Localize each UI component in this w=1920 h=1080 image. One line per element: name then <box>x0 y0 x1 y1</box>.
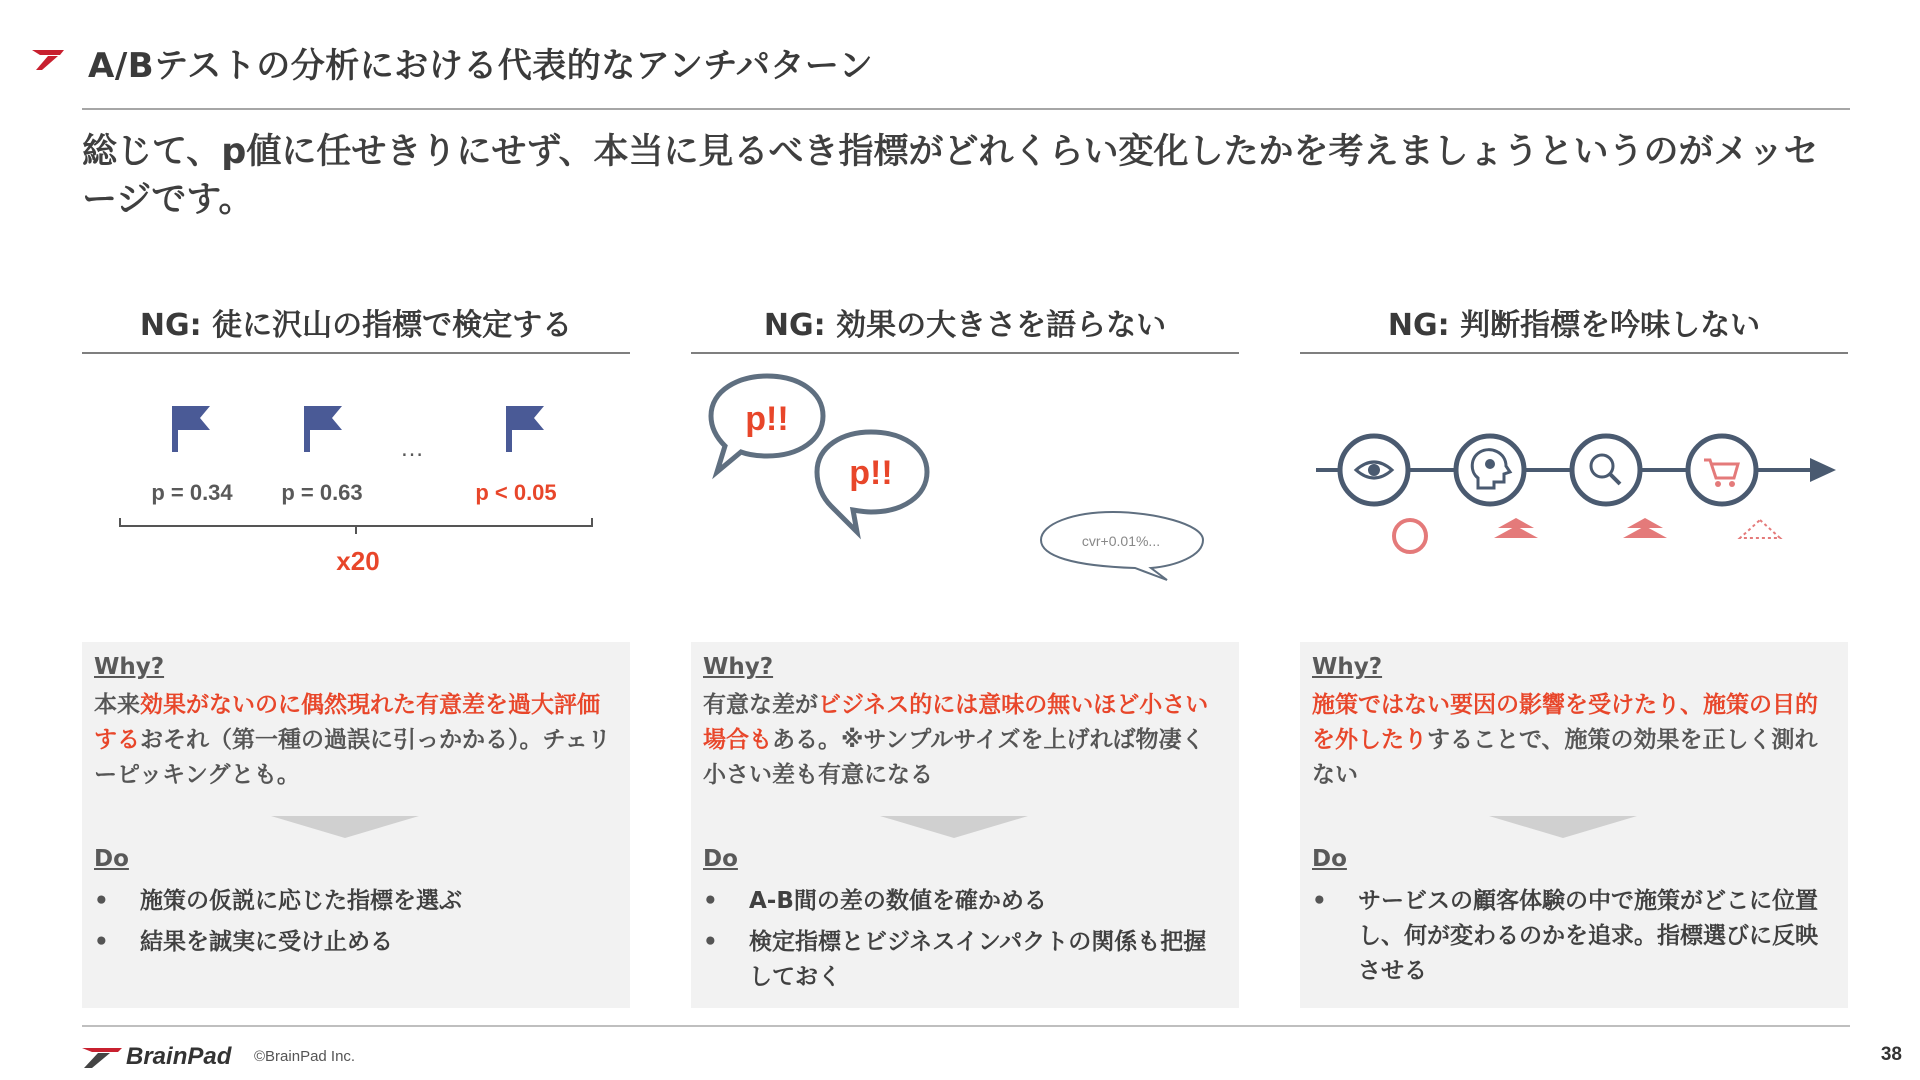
flag-icon <box>506 406 544 452</box>
column-heading: NG: 判断指標を吟味しない <box>1387 308 1761 343</box>
p-value-label: p = 0.63 <box>281 480 363 505</box>
brace-bracket <box>120 518 592 534</box>
circle-marker-icon <box>1394 520 1426 552</box>
do-item: • A-B間の差の数値を確かめる <box>703 884 1223 919</box>
svg-text:BrainPad: BrainPad <box>126 1043 232 1070</box>
why-do-box <box>691 642 1239 1008</box>
column-metric-selection <box>1300 296 1848 1008</box>
svg-text:p!!: p!! <box>745 400 789 438</box>
p-value-label: p = 0.34 <box>151 480 233 505</box>
idea-head-icon <box>1456 436 1524 504</box>
customer-journey-illustration <box>1300 366 1848 616</box>
column-heading: NG: 徒に沢山の指標で検定する <box>139 308 573 343</box>
page-number: 38 <box>1880 1044 1902 1065</box>
down-arrow-icon <box>271 816 419 838</box>
journey-arrow-icon <box>1810 458 1836 482</box>
down-arrow-icon <box>880 816 1028 838</box>
triangle-marker-icon <box>1623 518 1667 538</box>
do-list <box>1312 884 1832 995</box>
why-label: Why? <box>703 654 774 680</box>
why-text: 有意な差がビジネス的には意味の無いほど小さい場合もある。※サンプルサイズを上げれば物凄く小さい差も有意になる <box>703 692 1209 788</box>
brainpad-mark-icon <box>30 46 66 72</box>
key-message: 総じて、p値に任せきりにせず、本当に見るべき指標がどれくらい変化したかを考えましょうというのがメッセージです。 <box>82 132 1819 220</box>
footer-divider <box>82 1025 1850 1027</box>
column-heading: NG: 効果の大きさを語らない <box>763 308 1167 343</box>
magnifier-icon <box>1572 436 1640 504</box>
why-label: Why? <box>1312 654 1383 680</box>
do-list <box>94 884 614 966</box>
svg-text:cvr+0.01%...: cvr+0.01%... <box>1081 533 1161 549</box>
do-label: Do <box>1312 846 1347 872</box>
why-text: 本来効果がないのに偶然現れた有意差を過大評価するおそれ（第一種の過誤に引っかかる）。チェリーピッキングとも。 <box>94 692 611 788</box>
flag-icon <box>304 406 342 452</box>
title-divider <box>82 108 1850 110</box>
why-do-box <box>1300 642 1848 1008</box>
copyright: ©BrainPad Inc. <box>254 1048 356 1065</box>
column-divider <box>1300 352 1848 354</box>
brainpad-logo <box>82 1040 242 1070</box>
flag-icon <box>172 406 210 452</box>
svg-text:p!!: p!! <box>849 454 893 492</box>
do-item: • 検定指標とビジネスインパクトの関係も把握しておく <box>703 925 1223 995</box>
why-label: Why? <box>94 654 165 680</box>
do-item: • 施策の仮説に応じた指標を選ぶ <box>94 884 614 919</box>
do-label: Do <box>94 846 129 872</box>
do-item: • サービスの顧客体験の中で施策がどこに位置し、何が変わるのかを追求。指標選びに反映させる <box>1312 884 1832 989</box>
p-value-significant-label: p < 0.05 <box>475 480 557 505</box>
slide-title: A/Bテストの分析における代表的なアンチパターン <box>88 46 874 86</box>
speech-bubbles-illustration <box>691 366 1239 616</box>
down-arrow-icon <box>1489 816 1637 838</box>
dashed-triangle-marker-icon <box>1740 520 1780 538</box>
why-text: 施策ではない要因の影響を受けたり、施策の目的を外したりすることで、施策の効果を正しく測れない <box>1312 692 1818 788</box>
cart-icon <box>1688 436 1756 504</box>
do-list <box>703 884 1223 1001</box>
eye-icon <box>1340 436 1408 504</box>
why-do-box <box>82 642 630 1008</box>
column-effect-size <box>691 296 1239 1008</box>
column-divider <box>82 352 630 354</box>
multiple-tests-illustration <box>82 366 630 616</box>
ellipsis-label: … <box>400 435 424 462</box>
small-speech-bubble-icon <box>1041 512 1203 580</box>
do-item: • 結果を誠実に受け止める <box>94 925 614 960</box>
column-multiple-tests <box>82 296 630 1008</box>
column-divider <box>691 352 1239 354</box>
speech-bubble-icon <box>711 376 823 472</box>
multiplier-label: x20 <box>336 546 380 576</box>
do-label: Do <box>703 846 738 872</box>
triangle-marker-icon <box>1494 518 1538 538</box>
speech-bubble-icon <box>817 432 927 532</box>
